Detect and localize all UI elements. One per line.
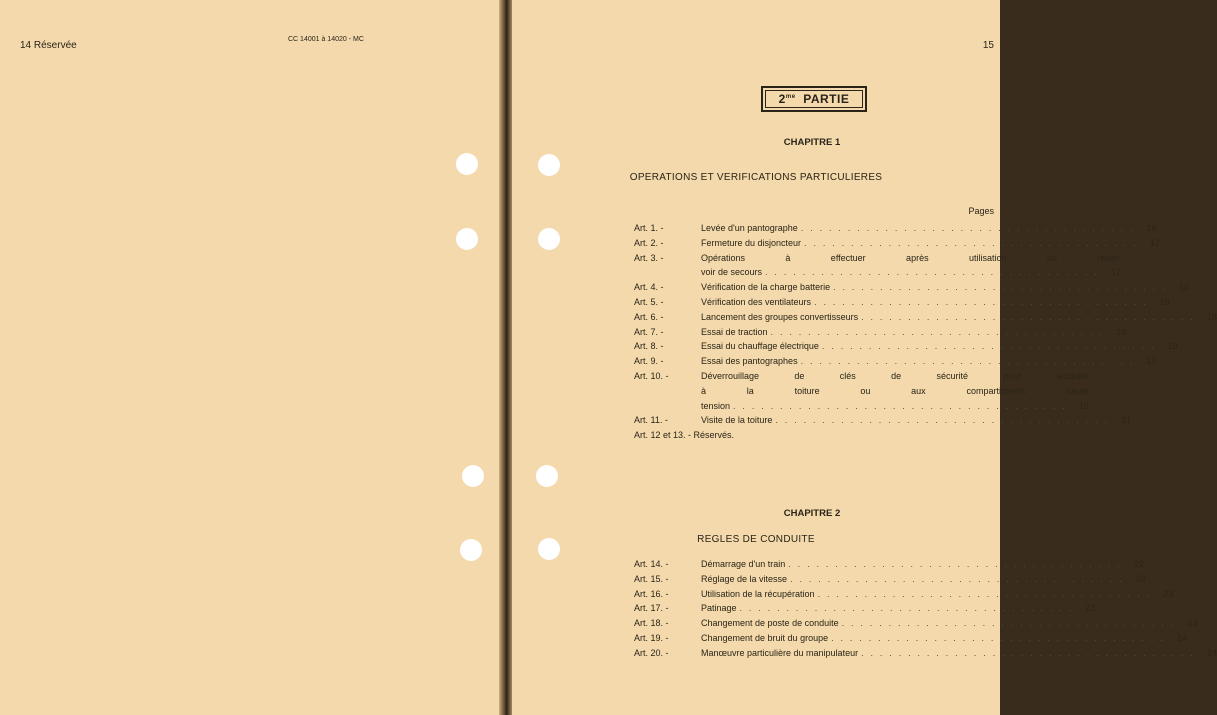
- toc-entry-title: Opérations à effectuer après utilisation du réser-: [701, 252, 1121, 263]
- dot-leader: . . . . . . . . . . . . . . . . . . . . . . . . . . . . . . . . . . . .: [821, 341, 1156, 352]
- toc-entry: [634, 354, 1157, 369]
- toc-entry: [634, 616, 1198, 631]
- toc-article-number: Art. 15. -: [634, 573, 669, 584]
- locomotive-series-header: CC 14001 à 14020 - MC: [288, 36, 364, 43]
- toc-entry: [634, 413, 1132, 428]
- toc-page-number: 24: [1206, 647, 1217, 658]
- toc-entry: [634, 236, 1160, 251]
- toc-article-number: Art. 14. -: [634, 559, 669, 569]
- toc-entry-title: Utilisation de la récupération: [701, 588, 815, 599]
- dot-leader: . . . . . . . . . . . . . . . . . . . . . . . . . . . . . . . . . . . .: [788, 559, 1123, 569]
- binder-hole: [456, 228, 478, 250]
- dot-leader: . . . . . . . . . . . . . . . . . . . . . . . . . . . . . . . . . . . .: [817, 588, 1152, 599]
- toc-entry-title: Manœuvre particulière du manipulateur: [701, 647, 859, 658]
- toc-page-number: 18: [1206, 311, 1217, 322]
- toc-entry-title: Patinage: [701, 603, 737, 614]
- binder-hole: [536, 465, 558, 487]
- toc-entry-title: Vérification de la charge batterie: [701, 282, 831, 293]
- toc-article-number: Art. 9. -: [634, 356, 664, 367]
- toc-entry-title: Changement de bruit du groupe: [701, 632, 829, 643]
- toc-article-number: Art. 5. -: [634, 296, 664, 307]
- right-page: [512, 0, 1217, 715]
- toc-entry-title: Essai des pantographes: [701, 356, 798, 367]
- toc-entry-title: Fermeture du disjoncteur: [701, 237, 802, 248]
- toc-entry-title: à la toiture ou aux compartiments haute: [701, 385, 1089, 396]
- toc-article-number: Art. 3. -: [634, 252, 664, 263]
- dot-leader: . . . . . . . . . . . . . . . . . . . . . . . . . . . . . . . . . . . .: [733, 400, 1067, 411]
- book-gutter: [500, 0, 512, 715]
- dot-leader: . . . . . . . . . . . . . . . . . . . . . . . . . . . . . . . . . . . .: [765, 267, 1099, 278]
- toc-entry: [634, 280, 1189, 295]
- dot-leader: . . . . . . . . . . . . . . . . . . . . . . . . . . . . . . . . . . . .: [861, 311, 1195, 322]
- toc-page-number: 18: [1159, 296, 1170, 307]
- toc-entry: [634, 631, 1187, 646]
- toc-page-number: 23: [1135, 573, 1146, 584]
- toc-article-number: Art. 18. -: [634, 618, 669, 629]
- toc-page-number: 17: [1110, 267, 1121, 278]
- dot-leader: . . . . . . . . . . . . . . . . . . . . . . . . . . . . . . . . . . . .: [814, 296, 1148, 307]
- toc-page-number: 19: [1167, 341, 1178, 352]
- toc-entry-title: Levée d'un pantographe: [701, 223, 798, 233]
- toc-entry: [634, 587, 1174, 602]
- chapter-1-subtitle: OPERATIONS ET VERIFICATIONS PARTICULIERES: [629, 172, 883, 183]
- toc-article-number: Art. 6. -: [634, 311, 664, 322]
- toc-article-number: Art. 1. -: [634, 223, 664, 233]
- toc-page-number: 21: [1121, 415, 1132, 426]
- toc-article-number: Art. 20. -: [634, 647, 669, 658]
- toc-article-number: Art. 11. -: [634, 415, 668, 426]
- partie-title-box: [761, 86, 867, 112]
- toc-entry: [634, 295, 1170, 310]
- dot-leader: . . . . . . . . . . . . . . . . . . . . . . . . . . . . . . . . . . . .: [800, 356, 1135, 367]
- binder-hole: [462, 465, 484, 487]
- toc-page-number: 24: [1176, 632, 1187, 643]
- dot-leader: . . . . . . . . . . . . . . . . . . . . . . . . . . . . . . . . . . . .: [861, 647, 1195, 658]
- dot-leader: . . . . . . . . . . . . . . . . . . . . . . . . . . . . . . . . . . . .: [739, 603, 1074, 614]
- toc-entry-title: voir de secours: [701, 267, 763, 278]
- toc-article-number: Art. 16. -: [634, 588, 669, 599]
- toc-entry: [634, 325, 1127, 340]
- dot-leader: . . . . . . . . . . . . . . . . . . . . . . . . . . . . . . . . . . . .: [804, 237, 1138, 248]
- toc-entry: [634, 339, 1178, 354]
- toc-article-number: Art. 19. -: [634, 632, 669, 643]
- toc-page-number: 23: [1187, 618, 1198, 629]
- toc-page-number: 23: [1085, 603, 1096, 614]
- pages-column-label: Pages: [968, 206, 994, 216]
- page-number: 15: [982, 40, 994, 51]
- toc-page-number: 23: [1163, 588, 1174, 599]
- toc-entry-title: Essai du chauffage électrique: [701, 341, 819, 352]
- left-page: [0, 0, 500, 715]
- toc-article-number: Art. 10. -: [634, 370, 669, 381]
- toc-article-number: Art. 4. -: [634, 282, 664, 293]
- toc-entry: [634, 646, 1217, 661]
- toc-page-number: 19: [1146, 356, 1157, 367]
- toc-entry: [634, 572, 1146, 587]
- chapter-1-title: CHAPITRE 1: [783, 137, 841, 148]
- toc-article-number: Art. 2. -: [634, 237, 664, 248]
- toc-entry-title: Visite de la toiture: [701, 415, 773, 426]
- toc-entry: [634, 428, 990, 443]
- toc-page-number: 18: [1116, 326, 1127, 337]
- toc-page-number: 16: [1146, 223, 1157, 233]
- toc-article-number: Art. 12 et 13. - Réservés.: [634, 430, 735, 441]
- toc-entry: [634, 557, 1145, 572]
- toc-page-number: 18: [1178, 282, 1189, 293]
- toc-entry-title: Réglage de la vitesse: [701, 573, 788, 584]
- dot-leader: . . . . . . . . . . . . . . . . . . . . . . . . . . . . . . . . . . . .: [831, 632, 1165, 643]
- toc-article-number: Art. 7. -: [634, 326, 664, 337]
- toc-entry-title: tension: [701, 400, 731, 411]
- toc-entry: [634, 601, 1096, 616]
- toc-entry: [634, 310, 1217, 325]
- toc-entry-title: Lancement des groupes convertisseurs: [701, 311, 859, 322]
- dot-leader: . . . . . . . . . . . . . . . . . . . . . . . . . . . . . . . . . . . .: [841, 618, 1176, 629]
- toc-entry-title: Essai de traction: [701, 326, 768, 337]
- dot-leader: . . . . . . . . . . . . . . . . . . . . . . . . . . . . . . . . . . . .: [770, 326, 1105, 337]
- partie-title: $2^{me}$ PARTIE: [778, 92, 850, 106]
- dot-leader: . . . . . . . . . . . . . . . . . . . . . . . . . . . . . . . . . . . .: [833, 282, 1167, 293]
- chapter-2-title: CHAPITRE 2: [783, 508, 841, 519]
- toc-page-number: 19: [1078, 400, 1089, 411]
- toc-page-number: 22: [1134, 559, 1145, 569]
- dot-leader: . . . . . . . . . . . . . . . . . . . . . . . . . . . . . . . . . . . .: [800, 223, 1135, 233]
- toc-page-number: 17: [1149, 237, 1160, 248]
- toc-entry: [634, 251, 1121, 281]
- toc-entry: [634, 369, 1089, 413]
- chapter-2-contents: [634, 557, 1217, 661]
- left-page-header: 14 Réservée: [20, 40, 77, 51]
- toc-article-number: Art. 8. -: [634, 341, 664, 352]
- toc-article-number: Art. 17. -: [634, 603, 669, 614]
- dot-leader: . . . . . . . . . . . . . . . . . . . . . . . . . . . . . . . . . . . .: [790, 573, 1124, 584]
- binder-hole: [538, 228, 560, 250]
- binder-hole: [456, 153, 478, 175]
- dot-leader: . . . . . . . . . . . . . . . . . . . . . . . . . . . . . . . . . . . .: [775, 415, 1110, 426]
- toc-entry-title: Changement de poste de conduite: [701, 618, 839, 629]
- toc-entry: [634, 221, 1157, 236]
- chapter-2-subtitle: REGLES DE CONDUITE: [697, 534, 815, 545]
- toc-entry-title: Déverrouillage de clés de sécurité pour accéder: [701, 370, 1089, 381]
- chapter-1-contents: [634, 221, 1217, 443]
- toc-entry-title: Vérification des ventilateurs: [701, 296, 812, 307]
- binder-hole: [460, 539, 482, 561]
- toc-entry-title: Démarrage d'un train: [701, 559, 786, 569]
